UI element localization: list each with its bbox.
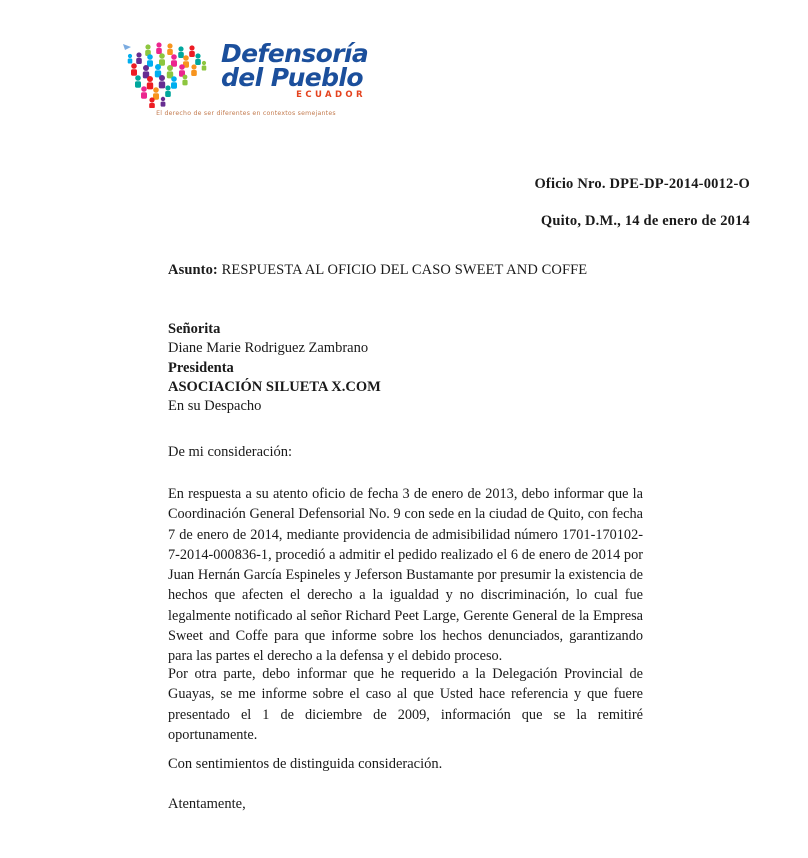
body-paragraph-2: Por otra parte, debo informar que he requerido a la Delegación Provincial de Guayas, se me informe sobre el caso al que Usted hace referencia y que fuere presentado el 1 de diciembre de 2009, información que se la remitiré oportunamente. — [168, 666, 643, 743]
closing-signoff: Atentamente, — [168, 796, 246, 812]
subject-text: RESPUESTA AL OFICIO DEL CASO SWEET AND COFFE — [221, 262, 588, 278]
logo-line-defensoria: Defensoría — [221, 39, 369, 68]
salutation: De mi consideración: — [168, 444, 293, 460]
body-paragraph-1: En respuesta a su atento oficio de fecha 3 de enero de 2013, debo informar que la Coordinación General Defensorial No. 9 con sede en la ciudad de Quito, con fecha 7 de enero de 2014, mediante providencia de admisibilidad número 1701-170102-7-2014-000836-1, procedió a admitir el pedido realizado el 6 de enero de 2014 por Juan Hernán García Espineles y Jeferson Bustamante por presumir la existencia de hechos que afecten el derecho a la igualdad y no discriminación, lo cual fue legalmente notificado al señor Richard Peet Large, Gerente General de la Empresa Sweet and Coffe para que informe sobre los hechos denunciados, garantizando para las partes el derecho a la defensa y el debido proceso. — [168, 486, 643, 665]
subject-line — [168, 262, 587, 279]
logo-wordmark — [221, 39, 369, 100]
addressee-name: Diane Marie Rodriguez Zambrano — [168, 340, 369, 357]
closing-courtesy: Con sentimientos de distinguida consideración. — [168, 756, 443, 772]
logo-word-del: del — [221, 62, 263, 92]
addressee-block — [168, 320, 381, 416]
oficio-number: Oficio Nro. DPE-DP-2014-0012-O — [534, 176, 750, 192]
logo-country-label: ECUADOR — [296, 90, 366, 100]
logo-word-pueblo: Pueblo — [270, 62, 363, 92]
defensoria-people-map-icon — [118, 38, 226, 108]
logo-tagline: El derecho de ser diferentes en contextos semejantes — [156, 110, 336, 117]
addressee-organization: ASOCIACIÓN SILUETA X.COM — [168, 378, 381, 395]
place-and-date: Quito, D.M., 14 de enero de 2014 — [540, 213, 750, 229]
addressee-title: Señorita — [168, 321, 221, 337]
addressee-role: Presidenta — [168, 359, 234, 376]
subject-label: Asunto: — [168, 262, 218, 278]
addressee-delivery: En su Despacho — [168, 398, 262, 415]
letterhead — [118, 38, 369, 123]
logo-line-del-pueblo — [221, 62, 366, 92]
document-reference-block — [534, 176, 750, 230]
